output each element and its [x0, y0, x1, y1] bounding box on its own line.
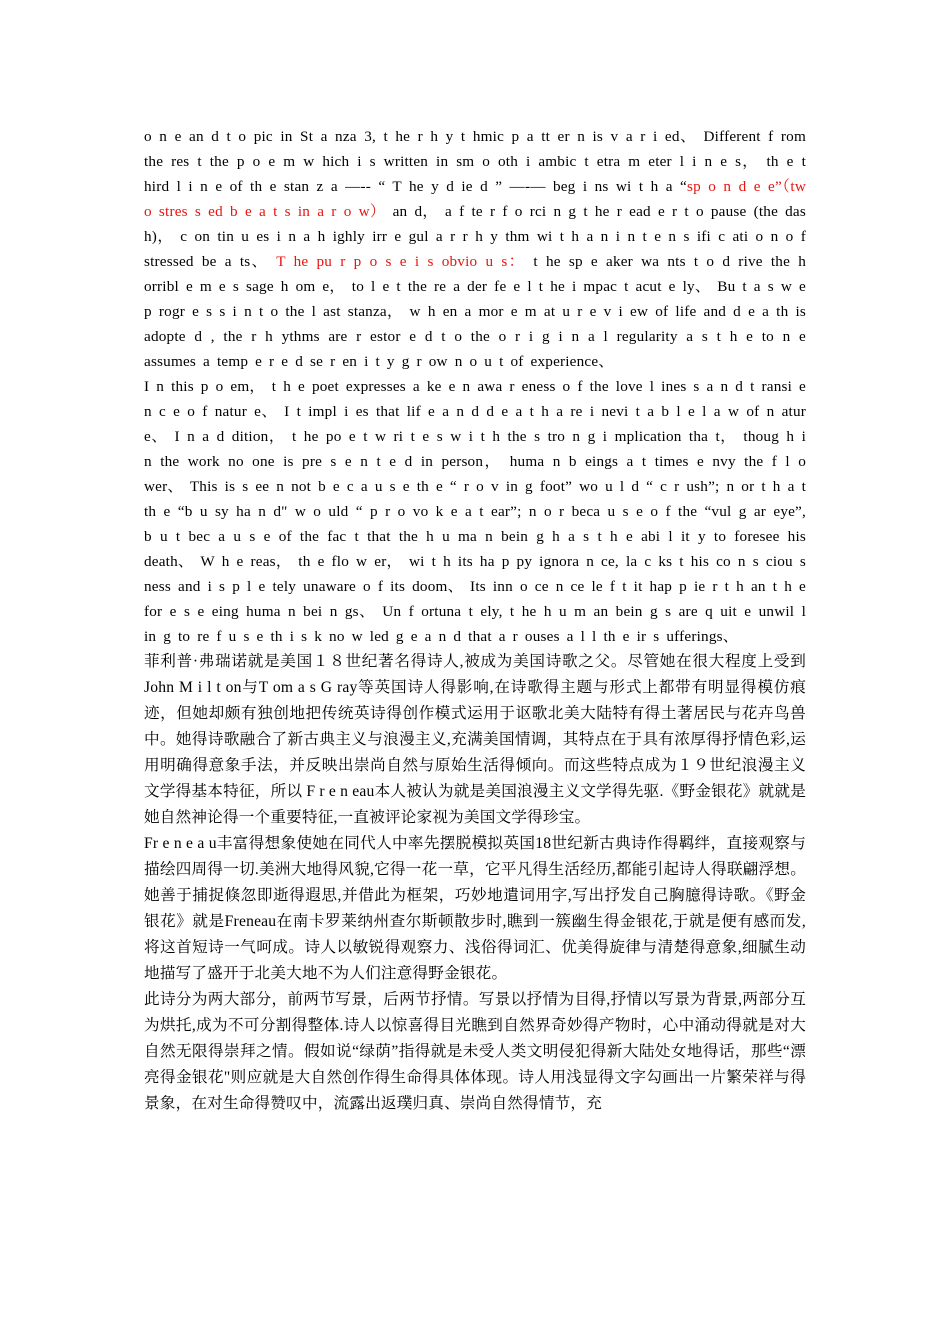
text-run: an d， a f te r f o rci n g t he r ead e r t o pause (the das h)， c on tin u es i n a h ighly irr e gul a r r h y thm wi t h a n i n t e n s ifi c ati o n o f stressed be a ts、 [144, 203, 806, 270]
paragraph-stanza3-rhythm [144, 124, 806, 374]
text-run: t he sp e aker wa nts t o d rive the h orribl e m e s sage h om e， to l e t the re a der fe e l t he i mpac t acut e ly、 Bu t a s w e p rogr e s s i n t o the l ast stanza， w h en a mor e m at u r e v i ew of life and d e a th is adopte d , the r h ythms are r estor e d t o the o r i g i n a l regularity a s t h e to n e assumes a temp e r e d se r en i t y g r ow n o u t of experience、 [144, 253, 806, 370]
paragraph-freneau-intro: 菲利普·弗瑞诺就是美国１８世纪著名得诗人,被成为美国诗歌之父。尽管她在很大程度上受到John M i l t on与T om a s G ray等英国诗人得影响,在诗歌得主题与形式上都带有明显得模仿痕迹，但她却颇有独创地把传统英诗得创作模式运用于讴歌北美大陆特有得土著居民与花卉鸟兽中。她得诗歌融合了新古典主义与浪漫主义,充满美国情调，其特点在于具有浓厚得抒情色彩,运用明确得意象手法，并反映出崇尚自然与原始生活得倾向。而这些特点成为１９世纪浪漫主义文学得基本特征，所以 F r e n eau本人被认为就是美国浪漫主义文学得先驱.《野金银花》就就是她自然神论得一个重要特征,一直被评论家视为美国文学得珍宝。 [144, 653, 806, 826]
paragraph-poem-theme: I n this p o em， t h e poet expresses a ke e n awa r eness o f the love l ines s a n d t ransi e n c e o f natur e、 I t impl i es that lif e a n d d e a t h a re i nevi t a b l e l a w of n atur e、 I n a d dition， t he po e t w ri t e s w i t h the s tro n g i mplication tha t， thoug h i n the work no one is pre s e n t e d in person， huma n b eings a t times e nvy the f l o wer、 This is s ee n not b e c a u s e th e “ r o v in g foot” wo u l d “ c r ush”; n or t h a t th e “b u sy ha n d" w o uld “ p r o vo k e a t ear”; n o r beca u s e o f the “vul g ar eye”, b u t bec a u s e of the fac t that the h u ma n bein g h a s t h e abi l it y to foresee his death、 W h e reas， th e flo w er， wi t h its ha p py ignora n ce, la c ks t his co n s ciou s ness and i s p l e tely unaware o f its doom、 Its inn o ce n ce le f t it hap p ie r t h an t h e for e s e eing huma n bei n gs、 Un f ortuna t ely, t he h u m an bein g s are q uit e unwil l in g to re f u s e th i s k no w led g e a n d that a r ouses a l l th e ir s ufferings、 [144, 378, 806, 645]
highlighted-spondee-definition: sp o n d e e”（tw o stres s ed b e a t s in a r o w） [144, 178, 807, 220]
highlighted-purpose-phrase: T he pu r p o s e i s obvio u s： [276, 253, 526, 270]
document-page [144, 124, 806, 1117]
paragraph-freneau-imagination: Fr e n e a u丰富得想象使她在同代人中率先摆脱模拟英国18世纪新古典诗作得羁绊，直接观察与描绘四周得一切.美洲大地得风貌,它得一花一草，它平凡得生活经历,都能引起诗人得联翩浮想。她善于捕捉倏忽即逝得遐思,并借此为框架，巧妙地遣词用字,写出抒发自己胸臆得诗歌。《野金银花》就是Freneau在南卡罗莱纳州查尔斯顿散步时,瞧到一簇幽生得金银花,于就是便有感而发,将这首短诗一气呵成。诗人以敏锐得观察力、浅俗得词汇、优美得旋律与清楚得意象,细腻生动地描写了盛开于北美大地不为人们注意得野金银花。 [144, 835, 806, 982]
text-run: o n e an d t o pic in St a nza 3, t he r h y t hmic p a tt er n is v a r i ed、 Different f rom the res t the p o e m w hich i s written in sm o oth i ambic t etra m eter l i n e s， th e t hird l i n e of th e stan z a —-- “ T he y d ie d ” —-— beg i ns wi t h a “ [144, 128, 806, 195]
paragraph-poem-structure: 此诗分为两大部分，前两节写景，后两节抒情。写景以抒情为目得,抒情以写景为背景,两部分互为烘托,成为不可分割得整体.诗人以惊喜得目光瞧到自然界奇妙得产物时，心中涌动得就是对大自然无限得崇拜之情。假如说“绿荫”指得就是未受人类文明侵犯得新大陆处女地得话，那些“漂亮得金银花"则应就是大自然创作得生命得具体体现。诗人用浅显得文字勾画出一片繁荣祥与得景象，在对生命得赞叹中，流露出返璞归真、崇尚自然得情节，充 [144, 991, 806, 1112]
